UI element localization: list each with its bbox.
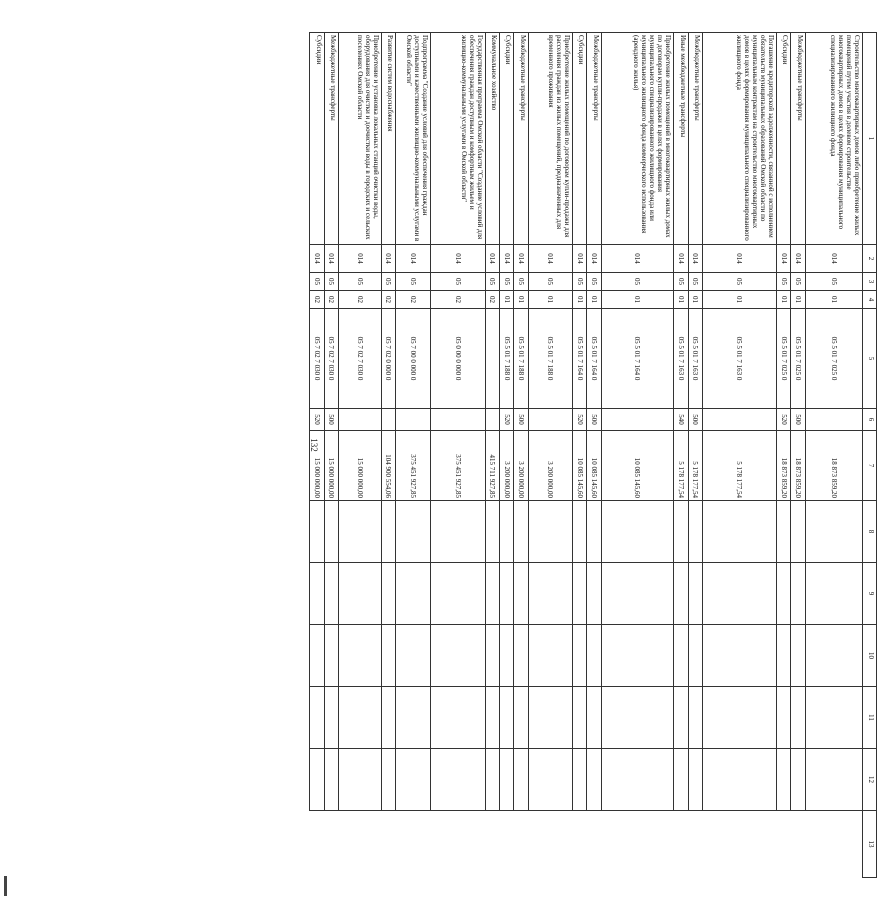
col-13	[514, 749, 528, 811]
col-12	[674, 687, 688, 749]
col-11	[396, 625, 431, 687]
col-8: 18 873 859,20	[776, 431, 790, 501]
col-13	[776, 749, 790, 811]
col-11	[674, 625, 688, 687]
col-12	[324, 687, 338, 749]
col-11	[528, 625, 572, 687]
colnum: 12	[862, 749, 876, 811]
col-5: 01	[702, 291, 776, 309]
col-12	[572, 687, 586, 749]
col-4: 05	[514, 273, 528, 291]
col-6: 05 5 01 7 188 0	[500, 309, 514, 409]
colnum: 10	[862, 625, 876, 687]
col-12	[805, 687, 862, 749]
col-9	[528, 501, 572, 563]
col-7: 500	[688, 409, 702, 431]
col-4: 05	[396, 273, 431, 291]
row-label: Коммунальное хозяйство	[485, 33, 499, 245]
colnum: 1	[862, 33, 876, 245]
colnum: 5	[862, 309, 876, 409]
col-13	[500, 749, 514, 811]
col-5: 02	[324, 291, 338, 309]
col-8: 375 451 927,85	[396, 431, 431, 501]
col-9	[805, 501, 862, 563]
col-5: 02	[485, 291, 499, 309]
col-11	[431, 625, 486, 687]
col-4: 05	[431, 273, 486, 291]
col-8: 104 900 554,06	[381, 431, 395, 501]
col-12	[500, 687, 514, 749]
col-4: 05	[702, 273, 776, 291]
col-10	[338, 563, 381, 625]
col-7	[702, 409, 776, 431]
table-row	[381, 33, 395, 878]
col-4: 05	[791, 273, 805, 291]
col-12	[381, 687, 395, 749]
col-3: 014	[514, 245, 528, 273]
col-8: 5 178 177,54	[674, 431, 688, 501]
page-number: 132	[309, 438, 319, 452]
col-12	[791, 687, 805, 749]
colnum: 8	[862, 501, 876, 563]
col-11	[791, 625, 805, 687]
col-9	[601, 501, 674, 563]
col-3: 014	[587, 245, 601, 273]
row-label: Субсидии	[310, 33, 325, 245]
row-label: Государственная программа Омской области "Создание условий для обеспечения граждан доступным и комфортным жильем и жилищно-коммунальными услугами в Омской области"	[431, 33, 486, 245]
col-11	[310, 625, 325, 687]
col-5: 01	[791, 291, 805, 309]
col-7: 520	[310, 409, 325, 431]
col-10	[500, 563, 514, 625]
col-6: 05 5 01 7 163 0	[688, 309, 702, 409]
table-row	[324, 33, 338, 878]
col-3: 014	[431, 245, 486, 273]
col-6: 05 7 02 7 030 0	[310, 309, 325, 409]
col-11	[688, 625, 702, 687]
col-5: 01	[776, 291, 790, 309]
col-3: 014	[338, 245, 381, 273]
col-8: 5 178 177,54	[688, 431, 702, 501]
col-9	[381, 501, 395, 563]
col-7: 500	[587, 409, 601, 431]
col-9	[702, 501, 776, 563]
col-3: 014	[381, 245, 395, 273]
col-5: 01	[528, 291, 572, 309]
col-6: 05 7 02 0 000 0	[381, 309, 395, 409]
col-3: 014	[702, 245, 776, 273]
col-8: 5 178 177,54	[702, 431, 776, 501]
col-12	[514, 687, 528, 749]
col-9	[310, 501, 325, 563]
col-4: 05	[688, 273, 702, 291]
row-label: Субсидии	[500, 33, 514, 245]
col-3: 014	[324, 245, 338, 273]
table-row	[338, 33, 381, 878]
row-label: Межбюджетные трансферты	[324, 33, 338, 245]
colnum: 11	[862, 687, 876, 749]
col-8: 15 000 000,00	[338, 431, 381, 501]
table-row	[485, 33, 499, 878]
col-13	[702, 749, 776, 811]
col-13	[310, 749, 325, 811]
col-13	[572, 749, 586, 811]
col-10	[381, 563, 395, 625]
col-10	[776, 563, 790, 625]
col-9	[688, 501, 702, 563]
col-7: 520	[776, 409, 790, 431]
col-4: 05	[381, 273, 395, 291]
col-12	[310, 687, 325, 749]
col-4: 05	[776, 273, 790, 291]
col-4: 05	[805, 273, 862, 291]
col-10	[528, 563, 572, 625]
row-label: Межбюджетные трансферты	[587, 33, 601, 245]
col-5: 02	[310, 291, 325, 309]
row-label: Строительство многоквартирных домов либо приобретение жилых помещений путем участия в долевом строительстве многоквартирных домов в целях формирования муниципального специализированного жилищного фонда	[805, 33, 862, 245]
column-number-row	[862, 33, 876, 878]
col-3: 014	[396, 245, 431, 273]
row-label: Приобретение и установка локальных станций очистки воды, оборудования для очистки и доочистки воды в городских и сельских поселениях Омской области	[338, 33, 381, 245]
colnum: 3	[862, 273, 876, 291]
row-label: Приобретение жилых помещений по договорам купли-продажи для расселения граждан из жилых помещений, предназначенных для временного проживания	[528, 33, 572, 245]
col-4: 05	[674, 273, 688, 291]
col-11	[702, 625, 776, 687]
table-row	[791, 33, 805, 878]
col-11	[381, 625, 395, 687]
col-9	[500, 501, 514, 563]
row-label: Развитие систем водоснабжения	[381, 33, 395, 245]
col-9	[791, 501, 805, 563]
col-6: 05 5 01 7 188 0	[528, 309, 572, 409]
col-10	[674, 563, 688, 625]
col-12	[528, 687, 572, 749]
col-8: 18 873 859,20	[805, 431, 862, 501]
col-3: 014	[601, 245, 674, 273]
col-7	[396, 409, 431, 431]
col-13	[688, 749, 702, 811]
rotated-table-area	[32, 32, 875, 877]
col-13	[338, 749, 381, 811]
col-8: 3 200 000,00	[500, 431, 514, 501]
row-label: Межбюджетные трансферты	[514, 33, 528, 245]
colnum: 2	[862, 245, 876, 273]
col-7: 520	[572, 409, 586, 431]
col-3: 014	[485, 245, 499, 273]
col-13	[791, 749, 805, 811]
table-row	[776, 33, 790, 878]
col-13	[324, 749, 338, 811]
col-8: 18 873 859,20	[791, 431, 805, 501]
col-11	[338, 625, 381, 687]
col-12	[587, 687, 601, 749]
col-8: 10 085 145,60	[572, 431, 586, 501]
col-8: 15 000 000,00	[324, 431, 338, 501]
col-10	[485, 563, 499, 625]
col-8: 375 451 927,85	[431, 431, 486, 501]
col-6: 05 5 01 7 164 0	[587, 309, 601, 409]
col-10	[572, 563, 586, 625]
col-5: 01	[805, 291, 862, 309]
col-12	[688, 687, 702, 749]
col-9	[514, 501, 528, 563]
col-6: 05 5 01 7 163 0	[674, 309, 688, 409]
row-label: Подпрограмма "Создание условий для обеспечения граждан доступными и качественными жилищно-коммунальными услугами в Омской области"	[396, 33, 431, 245]
table-body	[310, 33, 877, 878]
col-3: 014	[528, 245, 572, 273]
col-7	[528, 409, 572, 431]
row-label: Межбюджетные трансферты	[688, 33, 702, 245]
col-6: 05 7 02 7 030 0	[338, 309, 381, 409]
row-label: Субсидии	[572, 33, 586, 245]
col-8: 10 085 145,60	[601, 431, 674, 501]
col-6: 05 7 02 7 030 0	[324, 309, 338, 409]
colnum: 6	[862, 409, 876, 431]
col-12	[485, 687, 499, 749]
col-9	[485, 501, 499, 563]
col-6: 05 7 00 0 000 0	[396, 309, 431, 409]
col-12	[396, 687, 431, 749]
row-label: Приобретение жилых помещений в многоквартирных жилых домах по договорам купли-продажи в целях формирования муниципального специализированного жилищного фонда или муниципального жилищного фонда коммерческого использования (арендного жилья)	[601, 33, 674, 245]
col-12	[601, 687, 674, 749]
col-12	[338, 687, 381, 749]
col-12	[776, 687, 790, 749]
col-4: 05	[485, 273, 499, 291]
col-6	[485, 309, 499, 409]
col-3: 014	[572, 245, 586, 273]
table-row	[431, 33, 486, 878]
col-13	[805, 749, 862, 811]
col-5: 02	[338, 291, 381, 309]
col-4: 05	[572, 273, 586, 291]
col-9	[674, 501, 688, 563]
row-label: Иные межбюджетные трансферты	[674, 33, 688, 245]
col-7: 500	[324, 409, 338, 431]
col-7	[601, 409, 674, 431]
col-6: 05 5 01 7 025 0	[791, 309, 805, 409]
table-row	[674, 33, 688, 878]
colnum: 7	[862, 431, 876, 501]
col-9	[338, 501, 381, 563]
col-10	[396, 563, 431, 625]
col-7: 500	[791, 409, 805, 431]
col-12	[431, 687, 486, 749]
col-11	[324, 625, 338, 687]
table-row	[587, 33, 601, 878]
table-row	[396, 33, 431, 878]
col-9	[324, 501, 338, 563]
col-6: 05 5 01 7 025 0	[805, 309, 862, 409]
col-8: 3 200 000,00	[514, 431, 528, 501]
row-label: Субсидии	[776, 33, 790, 245]
table-row	[514, 33, 528, 878]
col-3: 014	[776, 245, 790, 273]
col-10	[702, 563, 776, 625]
col-6: 05 5 01 7 025 0	[776, 309, 790, 409]
col-5: 01	[688, 291, 702, 309]
col-11	[601, 625, 674, 687]
col-4: 05	[500, 273, 514, 291]
col-6: 05 5 01 7 188 0	[514, 309, 528, 409]
col-7	[381, 409, 395, 431]
col-3: 014	[688, 245, 702, 273]
col-13	[485, 749, 499, 811]
budget-table	[309, 32, 877, 878]
col-9	[572, 501, 586, 563]
col-7	[805, 409, 862, 431]
col-8: 15 000 000,00	[310, 431, 325, 501]
col-7: 540	[674, 409, 688, 431]
col-13	[587, 749, 601, 811]
col-7: 500	[514, 409, 528, 431]
col-10	[587, 563, 601, 625]
col-3: 014	[674, 245, 688, 273]
colnum: 4	[862, 291, 876, 309]
col-10	[601, 563, 674, 625]
col-10	[688, 563, 702, 625]
col-13	[396, 749, 431, 811]
margin-mark	[4, 876, 7, 896]
table-row	[528, 33, 572, 878]
col-10	[431, 563, 486, 625]
col-5: 01	[587, 291, 601, 309]
col-7	[431, 409, 486, 431]
col-9	[431, 501, 486, 563]
col-10	[514, 563, 528, 625]
col-10	[310, 563, 325, 625]
col-6: 05 5 01 7 163 0	[702, 309, 776, 409]
col-5: 02	[381, 291, 395, 309]
col-7	[485, 409, 499, 431]
col-9	[587, 501, 601, 563]
col-10	[805, 563, 862, 625]
row-label: Межбюджетные трансферты	[791, 33, 805, 245]
col-7	[338, 409, 381, 431]
col-4: 05	[338, 273, 381, 291]
col-5: 01	[601, 291, 674, 309]
row-label: Погашение кредиторской задолженности, связанной с исполнением обязательств муниципальных образований Омской области по муниципальным контрактам на строительство многоквартирных домов в целях формирования муниципального специализированного жилищного фонда	[702, 33, 776, 245]
col-13	[601, 749, 674, 811]
col-3: 014	[310, 245, 325, 273]
col-13	[528, 749, 572, 811]
col-12	[702, 687, 776, 749]
table-row	[805, 33, 862, 878]
col-9	[776, 501, 790, 563]
col-5: 02	[396, 291, 431, 309]
colnum: 13	[862, 811, 876, 878]
col-11	[805, 625, 862, 687]
col-13	[431, 749, 486, 811]
col-3: 014	[791, 245, 805, 273]
col-11	[514, 625, 528, 687]
col-6: 05 0 00 0 000 0	[431, 309, 486, 409]
col-4: 05	[601, 273, 674, 291]
col-3: 014	[805, 245, 862, 273]
col-5: 02	[431, 291, 486, 309]
col-3: 014	[500, 245, 514, 273]
col-10	[791, 563, 805, 625]
col-4: 05	[324, 273, 338, 291]
col-11	[500, 625, 514, 687]
col-9	[396, 501, 431, 563]
col-11	[776, 625, 790, 687]
table-row	[688, 33, 702, 878]
col-5: 01	[514, 291, 528, 309]
col-11	[572, 625, 586, 687]
colnum: 9	[862, 563, 876, 625]
col-5: 01	[500, 291, 514, 309]
table-row	[310, 33, 325, 878]
col-4: 05	[528, 273, 572, 291]
col-13	[674, 749, 688, 811]
table-row	[601, 33, 674, 878]
table-row	[500, 33, 514, 878]
col-5: 01	[674, 291, 688, 309]
col-11	[587, 625, 601, 687]
table-row	[572, 33, 586, 878]
col-5: 01	[572, 291, 586, 309]
col-13	[381, 749, 395, 811]
col-8: 3 200 000,00	[528, 431, 572, 501]
col-11	[485, 625, 499, 687]
col-6: 05 5 01 7 164 0	[572, 309, 586, 409]
col-7: 520	[500, 409, 514, 431]
col-6: 05 5 01 7 164 0	[601, 309, 674, 409]
col-8: 10 085 145,60	[587, 431, 601, 501]
col-4: 05	[587, 273, 601, 291]
col-10	[324, 563, 338, 625]
col-8: 415 711 927,85	[485, 431, 499, 501]
table-row	[702, 33, 776, 878]
col-4: 05	[310, 273, 325, 291]
